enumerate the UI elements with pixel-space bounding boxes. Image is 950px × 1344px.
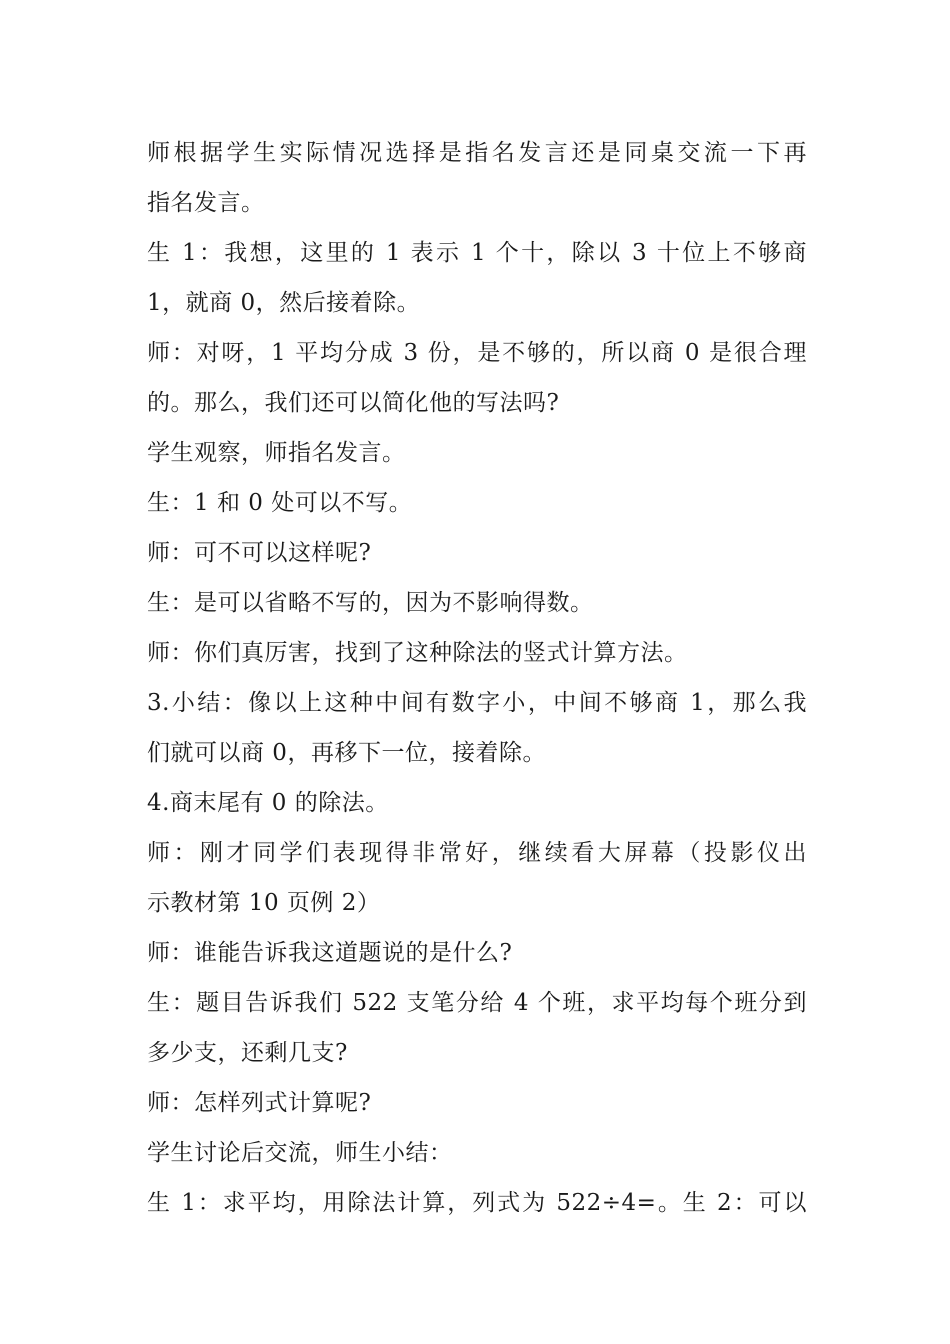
text-line: 生：是可以省略不写的，因为不影响得数。	[147, 590, 594, 616]
text-line: 生：1 和 0 处可以不写。	[147, 490, 413, 516]
text-line: 3.小结：像以上这种中间有数字小，中间不够商 1，那么我	[147, 690, 807, 716]
text-line: 生 1：我想，这里的 1 表示 1 个十，除以 3 十位上不够商	[147, 240, 807, 266]
document-body	[147, 128, 807, 1228]
text-line: 师：怎样列式计算呢?	[147, 1090, 372, 1116]
text-line: 们就可以商 0，再移下一位，接着除。	[147, 740, 546, 766]
text-line: 学生观察，师指名发言。	[147, 440, 406, 466]
text-line: 示教材第 10 页例 2）	[147, 890, 381, 916]
text-line: 生：题目告诉我们 522 支笔分给 4 个班，求平均每个班分到	[147, 990, 807, 1016]
text-line: 师根据学生实际情况选择是指名发言还是同桌交流一下再	[147, 140, 807, 166]
text-line: 指名发言。	[147, 190, 265, 216]
text-line: 师：可不可以这样呢?	[147, 540, 372, 566]
text-line: 1，就商 0，然后接着除。	[147, 290, 421, 316]
text-line: 师：你们真厉害，找到了这种除法的竖式计算方法。	[147, 640, 688, 666]
text-line: 师：对呀，1 平均分成 3 份，是不够的，所以商 0 是很合理	[147, 340, 807, 366]
text-line: 生 1：求平均，用除法计算，列式为 522÷4=。生 2：可以	[147, 1190, 807, 1216]
text-line: 多少支，还剩几支?	[147, 1040, 348, 1066]
text-line: 的。那么，我们还可以简化他的写法吗?	[147, 390, 560, 416]
text-line: 学生讨论后交流，师生小结：	[147, 1140, 453, 1166]
text-line: 4.商末尾有 0 的除法。	[147, 790, 389, 816]
text-line: 师：刚才同学们表现得非常好，继续看大屏幕（投影仪出	[147, 840, 807, 866]
text-line: 师：谁能告诉我这道题说的是什么?	[147, 940, 513, 966]
